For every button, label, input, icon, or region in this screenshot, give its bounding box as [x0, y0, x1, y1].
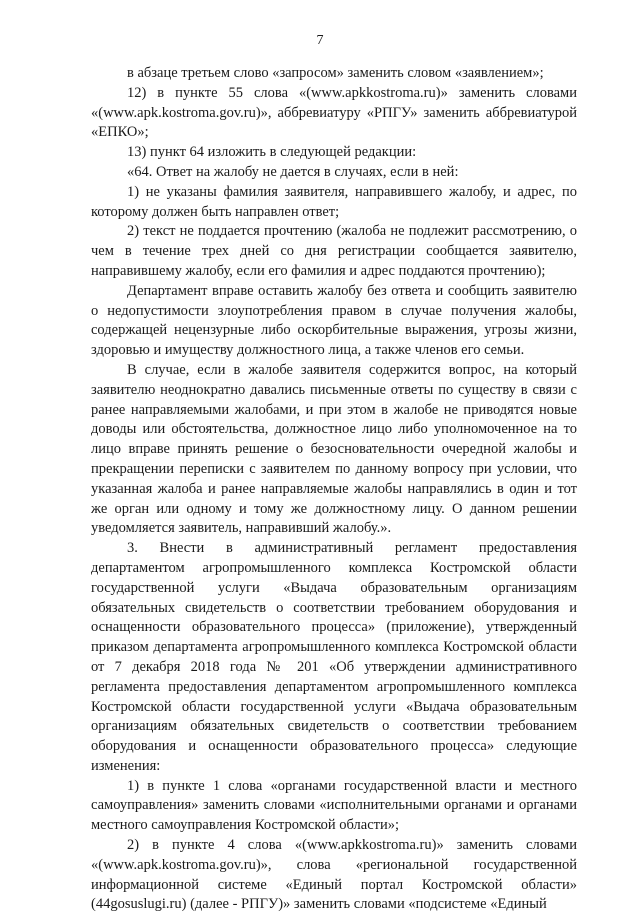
page-number: 7 [316, 33, 324, 48]
paragraph: 13) пункт 64 изложить в следующей редакции: [127, 144, 417, 161]
paragraph: Департамент вправе оставить жалобу без ответа и сообщить заявителю о недопустимости злоупотребления правом в случае получения жалобы, содержащей нецензурные либо оскорбительные выражения, угрозы жизни, здоровью и имуществу должностного лица, а также членов его семьи. [91, 282, 577, 359]
paragraph: в абзаце третьем слово «запросом» заменить словом «заявлением»; [127, 65, 544, 81]
paragraph: 1) в пункте 1 слова «органами государственной власти и местного самоуправления» заменить словами «исполнительными органами и органами местного самоуправления Костромской области»; [91, 777, 577, 834]
paragraph: 12) в пункте 55 слова «(www.apkkostroma.ru)» заменить словами «(www.apk.kostroma.gov.ru)», аббревиатуру «РПГУ» заменить аббревиатурой «ЕПКО»; [91, 84, 577, 141]
paragraph: 1) не указаны фамилия заявителя, направившего жалобу, и адрес, по которому должен быть направлен ответ; [91, 183, 577, 220]
paragraph: В случае, если в жалобе заявителя содержится вопрос, на который заявителю неоднократно давались письменные ответы по существу в связи с ранее направляемыми жалобами, и при этом в жалобе не приводятся новые доводы или обстоятельства, должностное лицо либо уполномоченное на то лицо вправе принять решение о безосновательности очередной жалобы и прекращении переписки с заявителем по данному вопросу при условии, что указанная жалоба и ранее направляемые жалобы направлялись в один и тот же орган или одному и тому же должностному лицу. О данном решении уведомляется заявитель, направивший жалобу.». [91, 361, 577, 537]
paragraph: «64. Ответ на жалобу не дается в случаях, если в ней: [127, 163, 459, 180]
paragraph: 2) текст не поддается прочтению (жалоба не подлежит рассмотрению, о чем в течение трех дней со дня регистрации сообщается заявителю, направившему жалобу, если его фамилия и адрес поддаются прочтению); [91, 223, 577, 279]
document-body [91, 64, 577, 915]
paragraph: 3. Внести в административный регламент предоставления департаментом агропромышленного комплекса Костромской области государственной услуги «Выдача образовательным организациям обязательных свидетельств о соответствии требованием оборудования и оснащенности образовательного процесса» (приложение), утвержденный приказом департамента агропромышленного комплекса Костромской области от 7 декабря 2018 года № 201 «Об утверждении административного регламента предоставления департаментом агропромышленного комплекса Костромской области государственной услуги «Выдача образовательным организациям обязательных свидетельств о соответствии требованием оборудования и оснащенности образовательного процесса» следующие изменения: [91, 540, 577, 774]
paragraph: 2) в пункте 4 слова «(www.apkkostroma.ru)» заменить словами «(www.apk.kostroma.gov.ru)», слова «региональной государственной информационной системе «Единый портал Костромской области» (44gosuslugi.ru) (далее - РПГУ)» заменить словами «подсистеме «Единый [91, 837, 577, 913]
